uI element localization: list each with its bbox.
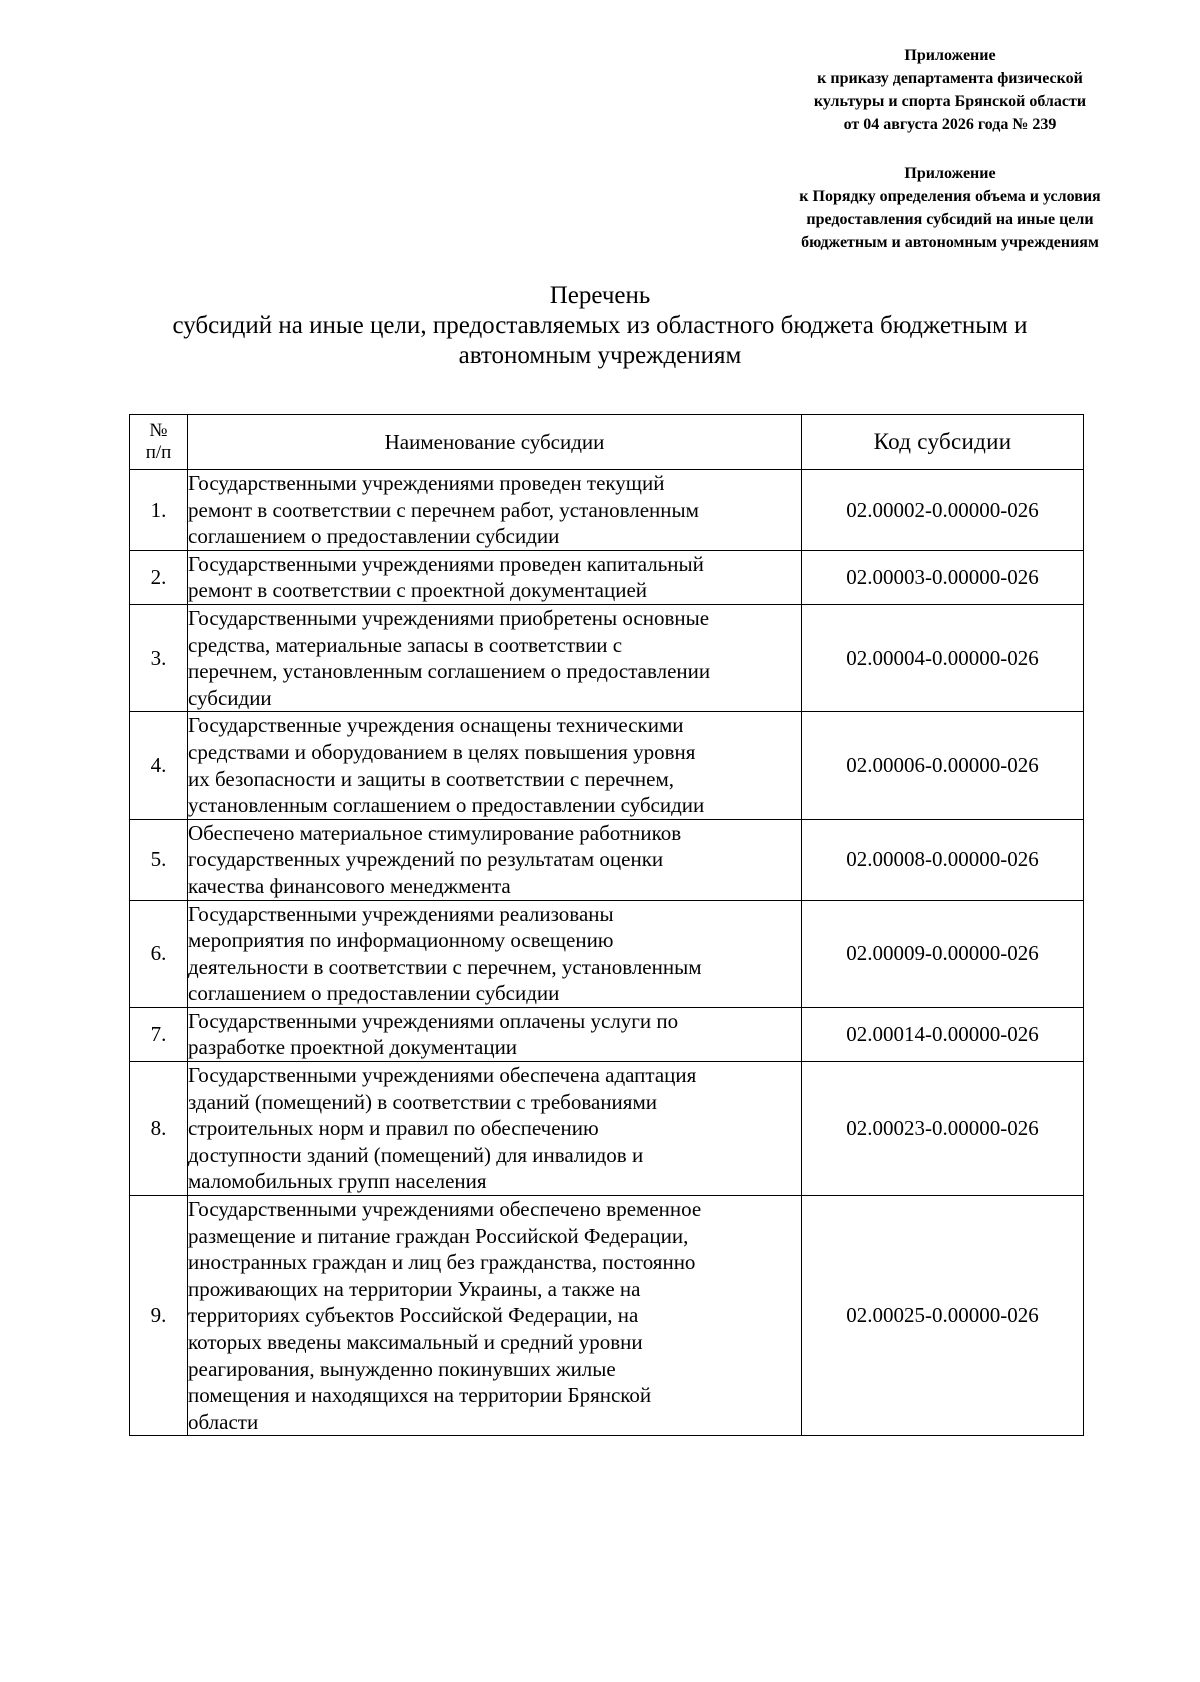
row-name xyxy=(188,900,802,1007)
row-name-line: средства, материальные запасы в соответствии с xyxy=(188,632,623,657)
row-name-line: Государственными учреждениями проведен текущий xyxy=(188,471,665,495)
header-number-sign: № xyxy=(149,420,168,441)
row-name-line: помещения и находящихся на территории Брянской xyxy=(188,1383,652,1408)
row-name-line: установленным соглашением о предоставлении субсидии xyxy=(188,793,705,818)
appendix-order-block xyxy=(740,44,1160,136)
appendix-order-line: к приказу департамента физической xyxy=(817,70,1083,87)
table-row xyxy=(130,1007,1084,1061)
row-name-line: которых введены максимальный и средний уровни xyxy=(188,1330,643,1354)
document-title xyxy=(0,281,1200,371)
header-number-abbr: п/п xyxy=(145,442,172,463)
row-name-line: субсидии xyxy=(188,685,272,710)
row-name-line: иностранных граждан и лиц без гражданства, постоянно xyxy=(188,1250,696,1275)
row-name xyxy=(188,1196,802,1436)
row-name-line: Государственные учреждения оснащены техническими xyxy=(188,713,684,738)
row-name-line: средствами и оборудованием в целях повышения уровня xyxy=(188,739,696,764)
row-code: 02.00003-0.00000-026 xyxy=(802,550,1084,604)
appendix-procedure-line: предоставления субсидий на иные цели xyxy=(806,211,1094,228)
row-name xyxy=(188,604,802,711)
row-name-line: государственных учреждений по результатам оценки xyxy=(188,847,664,872)
header-name: Наименование субсидии xyxy=(188,415,802,470)
row-name xyxy=(188,1007,802,1061)
row-number: 5. xyxy=(130,819,188,900)
row-name-line: их безопасности и защиты в соответствии с перечнем, xyxy=(188,766,674,791)
row-name-line: деятельности в соответствии с перечнем, установленным xyxy=(188,954,702,979)
table-row xyxy=(130,470,1084,551)
table-header-row xyxy=(130,415,1084,470)
row-number: 1. xyxy=(130,470,188,551)
row-number: 3. xyxy=(130,604,188,711)
appendix-procedure-line: Приложение xyxy=(904,165,996,182)
row-name-line: строительных норм и правил по обеспечению xyxy=(188,1116,599,1141)
table-row xyxy=(130,900,1084,1007)
header-number xyxy=(130,415,188,470)
row-number: 4. xyxy=(130,712,188,819)
row-code: 02.00009-0.00000-026 xyxy=(802,900,1084,1007)
appendix-order-line: культуры и спорта Брянской области xyxy=(813,93,1087,110)
row-code: 02.00002-0.00000-026 xyxy=(802,470,1084,551)
row-number: 7. xyxy=(130,1007,188,1061)
table-row xyxy=(130,604,1084,711)
title-line: субсидий на иные цели, предоставляемых из областного бюджета бюджетным и xyxy=(172,312,1028,339)
row-name-line: доступности зданий (помещений) для инвалидов и xyxy=(188,1142,644,1167)
appendix-procedure-line: бюджетным и автономным учреждениям xyxy=(801,234,1099,251)
row-name-line: Государственными учреждениями проведен капитальный xyxy=(188,551,704,576)
row-name-line: Обеспечено материальное стимулирование работников xyxy=(188,820,682,845)
row-name xyxy=(188,470,802,551)
row-name-line: маломобильных групп населения xyxy=(188,1169,487,1194)
table-row xyxy=(130,1196,1084,1436)
title-line: Перечень xyxy=(549,282,651,309)
row-code: 02.00004-0.00000-026 xyxy=(802,604,1084,711)
row-number: 8. xyxy=(130,1062,188,1196)
row-name-line: мероприятия по информационному освещению xyxy=(188,928,614,953)
row-number: 2. xyxy=(130,550,188,604)
row-name-line: ремонт в соответствии с перечнем работ, установленным xyxy=(188,497,699,522)
row-code: 02.00006-0.00000-026 xyxy=(802,712,1084,819)
row-name-line: перечнем, установленным соглашением о предоставлении xyxy=(188,659,711,684)
row-name-line: ремонт в соответствии с проектной документацией xyxy=(188,578,648,603)
row-name-line: соглашением о предоставлении субсидии xyxy=(188,524,560,549)
row-name xyxy=(188,1062,802,1196)
title-line: автономным учреждениям xyxy=(458,342,742,369)
row-number: 9. xyxy=(130,1196,188,1436)
appendix-procedure-line: к Порядку определения объема и условия xyxy=(799,188,1101,205)
table-row xyxy=(130,712,1084,819)
row-name-line: Государственными учреждениями обеспечена адаптация xyxy=(188,1063,697,1088)
appendix-procedure-block xyxy=(740,162,1160,254)
table-row xyxy=(130,1062,1084,1196)
row-name-line: проживающих на территории Украины, а также на xyxy=(188,1276,641,1301)
row-name-line: территориях субъектов Российской Федерации, на xyxy=(188,1303,639,1328)
subsidies-table xyxy=(129,414,1084,1436)
table-row xyxy=(130,550,1084,604)
appendix-order-line: от 04 августа 2026 года № 239 xyxy=(843,116,1057,133)
row-name xyxy=(188,819,802,900)
row-name-line: Государственными учреждениями реализованы xyxy=(188,901,614,926)
row-name-line: разработке проектной документации xyxy=(188,1035,518,1060)
table-row xyxy=(130,819,1084,900)
header-code: Код субсидии xyxy=(802,415,1084,470)
row-name-line: Государственными учреждениями оплачены услуги по xyxy=(188,1008,679,1033)
row-name-line: размещение и питание граждан Российской Федерации, xyxy=(188,1223,689,1248)
row-code: 02.00025-0.00000-026 xyxy=(802,1196,1084,1436)
row-code: 02.00008-0.00000-026 xyxy=(802,819,1084,900)
row-name-line: реагирования, вынужденно покинувших жилые xyxy=(188,1356,616,1381)
row-name xyxy=(188,550,802,604)
row-code: 02.00014-0.00000-026 xyxy=(802,1007,1084,1061)
row-code: 02.00023-0.00000-026 xyxy=(802,1062,1084,1196)
row-name-line: Государственными учреждениями приобретены основные xyxy=(188,605,710,630)
row-name-line: Государственными учреждениями обеспечено временное xyxy=(188,1197,702,1222)
row-name-line: соглашением о предоставлении субсидии xyxy=(188,981,560,1006)
row-name-line: качества финансового менеджмента xyxy=(188,873,511,898)
row-name-line: области xyxy=(188,1409,259,1434)
row-name-line: зданий (помещений) в соответствии с требованиями xyxy=(188,1089,657,1114)
appendix-order-line: Приложение xyxy=(904,47,996,64)
row-number: 6. xyxy=(130,900,188,1007)
row-name xyxy=(188,712,802,819)
